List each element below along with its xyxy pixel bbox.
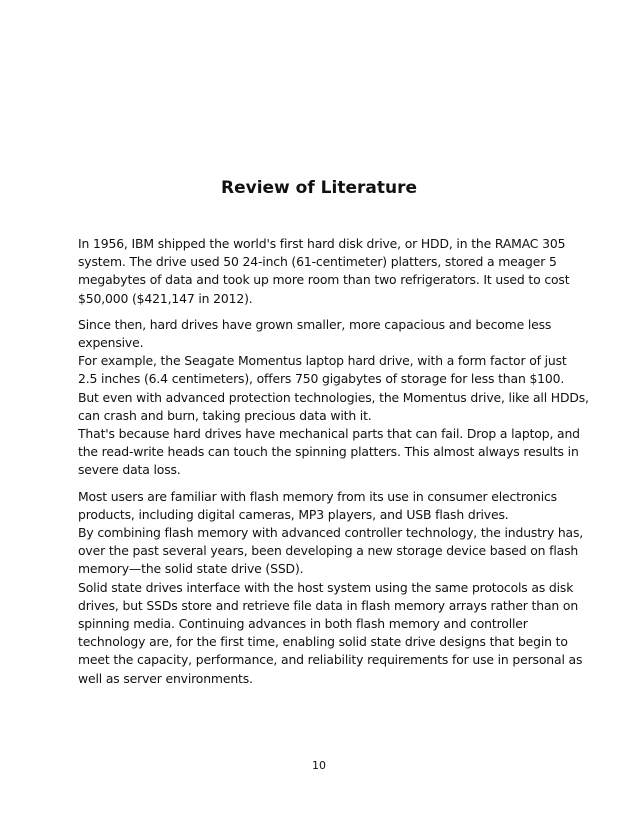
- text-line: over the past several years, been developing a new storage device based on flash: [78, 543, 579, 559]
- text-line: $50,000 ($421,147 in 2012).: [78, 290, 253, 306]
- text-line: spinning media. Continuing advances in both flash memory and controller: [78, 616, 528, 632]
- text-line: By combining flash memory with advanced controller technology, the industry has,: [78, 525, 584, 541]
- text-line: expensive.: [78, 335, 144, 351]
- paragraph-1: [78, 235, 570, 308]
- text-line: can crash and burn, taking precious data with it.: [78, 407, 372, 423]
- text-line: In 1956, IBM shipped the world's first hard disk drive, or HDD, in the RAMAC 305: [78, 236, 566, 251]
- text-line: Most users are familiar with flash memory from its use in consumer electronics: [78, 488, 557, 504]
- page-number: 10: [312, 759, 326, 772]
- paragraph-3: [78, 488, 584, 688]
- text-line: That's because hard drives have mechanical parts that can fail. Drop a laptop, and: [78, 426, 580, 442]
- document-body: [78, 235, 589, 696]
- page-title: Review of Literature: [221, 178, 417, 198]
- paragraph-2: [78, 316, 589, 480]
- text-line: well as server environments.: [78, 670, 253, 686]
- text-line: Since then, hard drives have grown smaller, more capacious and become less: [78, 316, 552, 332]
- text-line: system. The drive used 50 24-inch (61-centimeter) platters, stored a meager 5: [78, 254, 557, 270]
- text-line: products, including digital cameras, MP3 players, and USB flash drives.: [78, 506, 509, 522]
- text-line: memory—the solid state drive (SSD).: [78, 561, 304, 577]
- text-line: technology are, for the first time, enabling solid state drive designs that begin to: [78, 634, 568, 650]
- text-line: severe data loss.: [78, 462, 181, 478]
- text-line: For example, the Seagate Momentus laptop hard drive, with a form factor of just: [78, 353, 567, 369]
- text-line: the read-write heads can touch the spinning platters. This almost always results in: [78, 444, 579, 460]
- text-line: But even with advanced protection technologies, the Momentus drive, like all HDDs,: [78, 389, 589, 405]
- text-line: drives, but SSDs store and retrieve file data in flash memory arrays rather than on: [78, 597, 579, 613]
- text-line: meet the capacity, performance, and reliability requirements for use in personal as: [78, 652, 583, 668]
- text-line: 2.5 inches (6.4 centimeters), offers 750 gigabytes of storage for less than $100.: [78, 371, 565, 387]
- text-line: megabytes of data and took up more room than two refrigerators. It used to cost: [78, 272, 570, 288]
- text-line: Solid state drives interface with the host system using the same protocols as disk: [78, 579, 574, 595]
